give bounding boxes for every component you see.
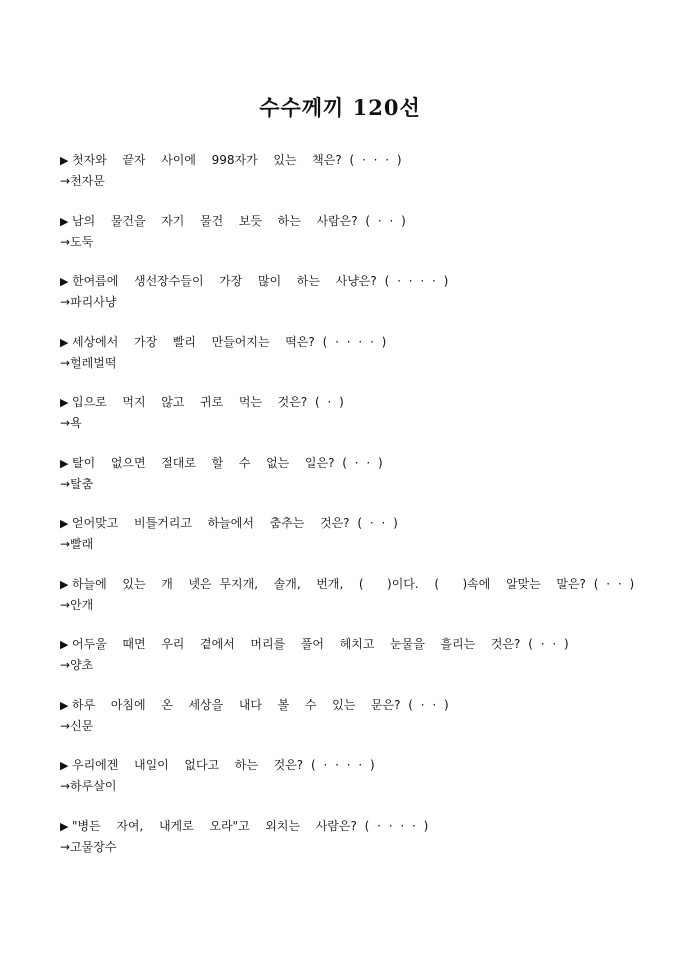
arrow-icon: →	[60, 597, 71, 612]
riddle-item	[60, 273, 650, 334]
answer-text: 빨래	[70, 537, 94, 551]
question-text: 한여름에 생선장수들이 가장 많이 하는 사냥은? ( · · · · )	[72, 274, 449, 288]
page-title: 수수께끼 120선	[259, 95, 421, 120]
riddle-answer	[60, 294, 650, 311]
riddle-question	[60, 273, 650, 290]
riddle-item	[60, 455, 650, 516]
answer-text: 하루살이	[70, 779, 117, 793]
triangle-bullet-icon: ▶	[60, 396, 69, 409]
arrow-icon: →	[60, 416, 71, 430]
question-text: 어두울 때면 우리 곁에서 머리를 풀어 헤치고 눈물을 흘리는 것은? ( · · )	[72, 637, 569, 651]
riddle-question	[60, 334, 650, 351]
riddle-answer	[60, 718, 650, 735]
question-text: 입으로 먹지 않고 귀로 먹는 것은? ( · )	[72, 395, 344, 409]
question-text: 하늘에 있는 개 넷은 무지개, 솔개, 번개, ( )이다. ( )속에 알맞는 말은? ( · · )	[72, 576, 635, 591]
triangle-bullet-icon: ▶	[60, 577, 69, 591]
riddle-question	[60, 576, 650, 593]
riddle-item	[60, 576, 650, 637]
arrow-icon: →	[60, 174, 71, 188]
arrow-icon: →	[60, 295, 71, 309]
question-text: 얻어맞고 비틀거리고 하늘에서 춤추는 것은? ( · · )	[72, 516, 398, 530]
riddle-answer	[60, 657, 650, 674]
riddle-question	[60, 697, 650, 714]
question-text: 하루 아침에 온 세상을 내다 볼 수 있는 문은? ( · · )	[72, 697, 449, 712]
riddle-answer	[60, 597, 650, 614]
arrow-icon: →	[60, 355, 71, 370]
triangle-bullet-icon: ▶	[60, 517, 69, 530]
triangle-bullet-icon: ▶	[60, 819, 69, 833]
answer-text: 고물장수	[70, 839, 117, 854]
question-text: 우리에겐 내일이 없다고 하는 것은? ( · · · · )	[72, 758, 375, 772]
arrow-icon: →	[60, 476, 71, 491]
arrow-icon: →	[60, 658, 71, 672]
answer-text: 욕	[70, 416, 82, 430]
triangle-bullet-icon: ▶	[60, 698, 69, 712]
riddle-item	[60, 697, 650, 758]
riddle-question	[60, 152, 650, 169]
riddle-question	[60, 394, 650, 411]
answer-text: 탈춤	[70, 476, 94, 491]
answer-text: 파리사냥	[70, 295, 117, 309]
arrow-icon: →	[60, 234, 71, 249]
riddle-answer	[60, 415, 650, 432]
question-text: 남의 물건을 자기 물건 보듯 하는 사람은? ( · · )	[72, 213, 406, 228]
riddle-answer	[60, 536, 650, 553]
question-text: 세상에서 가장 빨리 만들어지는 떡은? ( · · · · )	[72, 334, 387, 349]
riddle-question	[60, 818, 650, 835]
riddle-list	[60, 152, 650, 878]
riddle-answer	[60, 355, 650, 372]
arrow-icon: →	[60, 537, 71, 551]
triangle-bullet-icon: ▶	[60, 456, 69, 470]
answer-text: 천자문	[70, 174, 105, 188]
riddle-answer	[60, 778, 650, 795]
riddle-question	[60, 213, 650, 230]
riddle-question	[60, 757, 650, 774]
riddle-question	[60, 636, 650, 653]
arrow-icon: →	[60, 718, 71, 733]
riddle-question	[60, 455, 650, 472]
riddle-item	[60, 515, 650, 576]
answer-text: 안개	[70, 597, 94, 612]
triangle-bullet-icon: ▶	[60, 759, 69, 772]
arrow-icon: →	[60, 779, 71, 793]
answer-text: 신문	[70, 718, 94, 733]
riddle-answer	[60, 173, 650, 190]
arrow-icon: →	[60, 839, 71, 854]
riddle-answer	[60, 839, 650, 856]
riddle-item	[60, 818, 650, 879]
triangle-bullet-icon: ▶	[60, 335, 69, 349]
triangle-bullet-icon: ▶	[60, 638, 69, 651]
question-text: "병든 자여, 내게로 오라"고 외치는 사람은? ( · · · · )	[72, 818, 429, 833]
riddle-item	[60, 334, 650, 395]
answer-text: 헐레벌떡	[70, 355, 117, 370]
riddle-item	[60, 152, 650, 213]
triangle-bullet-icon: ▶	[60, 275, 69, 288]
triangle-bullet-icon: ▶	[60, 154, 69, 167]
riddle-answer	[60, 476, 650, 493]
riddle-item	[60, 213, 650, 274]
triangle-bullet-icon: ▶	[60, 214, 69, 228]
riddle-item	[60, 636, 650, 697]
question-text: 첫자와 끝자 사이에 998자가 있는 책은? ( · · · )	[72, 153, 402, 167]
riddle-answer	[60, 234, 650, 251]
riddle-item	[60, 757, 650, 818]
answer-text: 도둑	[70, 234, 94, 249]
riddle-item	[60, 394, 650, 455]
answer-text: 양초	[70, 658, 94, 672]
riddle-question	[60, 515, 650, 532]
question-text: 탈이 없으면 절대로 할 수 없는 일은? ( · · )	[72, 455, 383, 470]
